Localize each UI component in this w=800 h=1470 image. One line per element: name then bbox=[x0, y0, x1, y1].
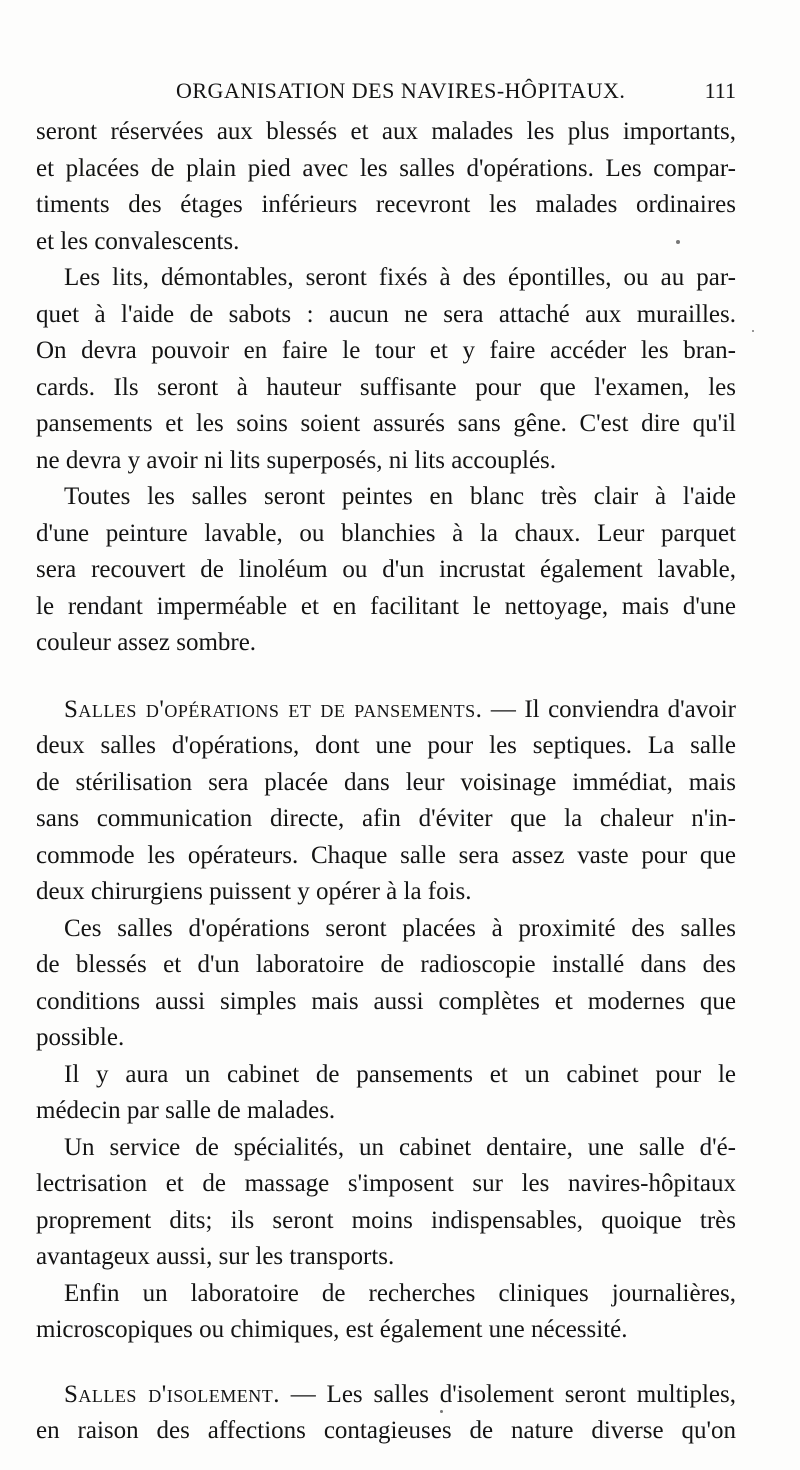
text-line: Un service de spécialités, un cabinet dentaire, une salle d'é- bbox=[64, 1133, 736, 1161]
paper-speck bbox=[752, 330, 754, 332]
text-line: sera recouvert de linoléum ou d'un incrustat également lavable, bbox=[36, 556, 736, 583]
page-header bbox=[36, 74, 736, 108]
paper-speck bbox=[676, 240, 680, 244]
text-line: d'une peinture lavable, ou blanchies à la chaux. Leur parquet bbox=[36, 519, 736, 547]
text-line: Toutes les salles seront peintes en blanc très clair à l'aide bbox=[64, 483, 736, 510]
text-line: de stérilisation sera placée dans leur voisinage immédiat, mais bbox=[36, 768, 736, 796]
paragraph-2 bbox=[36, 260, 736, 479]
text-line: ne devra y avoir ni lits superposés, ni lits accouplés. bbox=[36, 446, 557, 474]
text-line: couleur assez sombre. bbox=[36, 629, 257, 656]
text-line: en raison des affections contagieuses de nature diverse qu'on bbox=[36, 1417, 736, 1444]
paper-speck bbox=[440, 1410, 443, 1413]
text-line: commode les opérateurs. Chaque salle sera assez vaste pour que bbox=[36, 841, 736, 869]
paragraph-6 bbox=[36, 1057, 736, 1130]
text-line: microscopiques ou chimiques, est également une nécessité. bbox=[36, 1316, 628, 1343]
text-line: le rendant imperméable et en facilitant le nettoyage, mais d'une bbox=[36, 592, 736, 620]
page-number: 111 bbox=[704, 78, 736, 103]
section-heading: Salles d'isolement. bbox=[64, 1380, 280, 1408]
text-line: avantageux aussi, sur les transports. bbox=[36, 1243, 395, 1270]
text-line: possible. bbox=[36, 1024, 125, 1051]
text-line: de blessés et d'un laboratoire de radioscopie installé dans des bbox=[36, 951, 736, 978]
text-line: seront réservées aux blessés et aux malades les plus importants, bbox=[36, 118, 736, 145]
body-text bbox=[36, 114, 736, 1450]
paragraph-5 bbox=[36, 911, 736, 1057]
text-line: Il y aura un cabinet de pansements et un cabinet pour le bbox=[64, 1060, 736, 1088]
text-line: Enfin un laboratoire de recherches cliniques journalières, bbox=[64, 1279, 736, 1307]
text-line: proprement dits; ils seront moins indispensables, quoique très bbox=[36, 1206, 736, 1234]
text-line: quet à l'aide de sabots : aucun ne sera attaché aux murailles. bbox=[36, 300, 736, 328]
section-heading: Salles d'opérations et de pansements. bbox=[64, 695, 483, 723]
text-line: sans communication directe, afin d'éviter que la chaleur n'in- bbox=[36, 805, 736, 832]
running-title: ORGANISATION DES NAVIRES-HÔPITAUX. bbox=[176, 78, 626, 103]
paragraph-9 bbox=[36, 1377, 736, 1450]
paragraph-8 bbox=[36, 1276, 736, 1349]
text-line: et placées de plain pied avec les salles d'opérations. Les compar- bbox=[36, 154, 736, 182]
text-line bbox=[36, 692, 736, 729]
paragraph-1 bbox=[36, 114, 736, 260]
text-line: deux chirurgiens puissent y opérer à la fois. bbox=[36, 878, 472, 905]
text-line: médecin par salle de malades. bbox=[36, 1097, 336, 1124]
text-line: deux salles d'opérations, dont une pour les septiques. La salle bbox=[36, 732, 736, 759]
section-gap bbox=[36, 1349, 736, 1377]
paragraph-3 bbox=[36, 479, 736, 662]
paragraph-4 bbox=[36, 692, 736, 911]
text-line: Ces salles d'opérations seront placées à proximité des salles bbox=[64, 914, 736, 942]
text-line: timents des étages inférieurs recevront les malades ordinaires bbox=[36, 191, 736, 218]
heading-continuation: — Il conviendra d'avoir bbox=[482, 695, 736, 723]
text-line: conditions aussi simples mais aussi complètes et modernes que bbox=[36, 987, 736, 1015]
text-line bbox=[36, 1377, 736, 1414]
text-line: cards. Ils seront à hauteur suffisante pour que l'examen, les bbox=[36, 373, 736, 401]
heading-continuation: — Les salles d'isolement seront multiples, bbox=[279, 1380, 737, 1408]
text-line: et les convalescents. bbox=[36, 227, 240, 255]
text-line: lectrisation et de massage s'imposent sur les navires-hôpitaux bbox=[36, 1170, 736, 1197]
text-line: Les lits, démontables, seront fixés à des épontilles, ou au par- bbox=[64, 264, 736, 291]
section-gap bbox=[36, 662, 736, 692]
paragraph-7 bbox=[36, 1130, 736, 1276]
text-line: pansements et les soins soient assurés sans gêne. C'est dire qu'il bbox=[36, 410, 736, 437]
text-line: On devra pouvoir en faire le tour et y faire accéder les bran- bbox=[36, 337, 736, 364]
